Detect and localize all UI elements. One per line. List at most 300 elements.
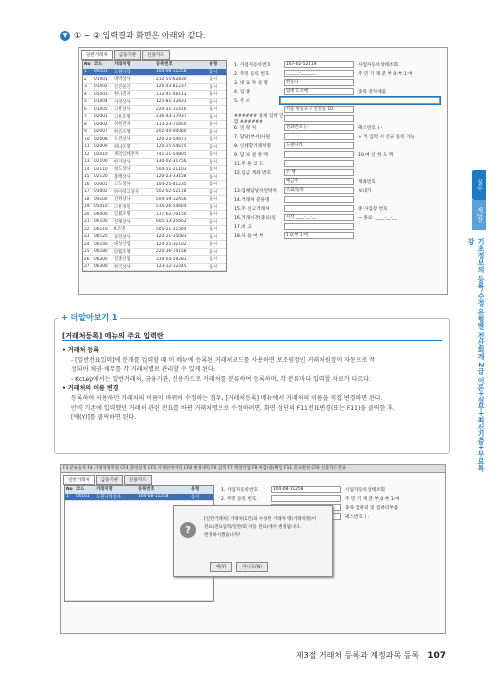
table-row[interactable]	[83, 249, 226, 257]
table-row[interactable]	[83, 189, 226, 197]
col-reg-2: 등록번호	[138, 487, 155, 493]
col-type: 유형	[209, 62, 218, 68]
cell: 13	[84, 159, 90, 165]
tab-finance[interactable]: 금융기관	[114, 50, 141, 60]
cell: 27	[84, 264, 90, 270]
col-code: 코드	[94, 62, 103, 68]
table-row[interactable]	[65, 494, 213, 502]
form-field[interactable]	[284, 223, 354, 230]
rename-screenshot	[60, 464, 446, 634]
form-extra: 사업자등록상태조회	[358, 62, 398, 68]
cell: 104-08-11258	[138, 494, 169, 500]
cell: 5	[84, 99, 87, 105]
cell: 고흥상사	[114, 107, 131, 113]
cell: 동시	[209, 174, 218, 180]
cell: 한진조명	[114, 129, 131, 135]
cell: 00101	[76, 494, 90, 500]
cell: 동시	[209, 114, 218, 120]
tip-title: [거래처등록] 메뉴의 주요 입력란	[62, 332, 164, 340]
col-name-2: 거래처명	[96, 487, 113, 493]
cell: 14	[84, 166, 90, 172]
table-row[interactable]	[83, 234, 226, 242]
step-heading	[60, 30, 206, 41]
table-row[interactable]	[83, 151, 226, 159]
form-field[interactable]: 예금주	[284, 178, 354, 185]
table-row[interactable]	[83, 114, 226, 122]
cell: 동시	[209, 212, 218, 218]
cell: 06120	[94, 234, 108, 240]
form-field[interactable]	[284, 196, 354, 203]
form-label: 11.주 류 코 드	[234, 161, 264, 167]
cell: 104-25-41235	[156, 181, 187, 187]
cell: 동시	[209, 234, 218, 240]
cell: 한가상사	[114, 159, 131, 165]
form-label: 15.주 신고거래처	[234, 206, 270, 212]
side-tab-practice[interactable]: 실무	[472, 170, 486, 200]
cell: 741-21-54805	[156, 151, 187, 157]
cell: 02002	[94, 121, 108, 127]
cell: 01001	[94, 76, 108, 82]
table-row[interactable]	[83, 159, 226, 167]
form-label: 2. 주민 등록 번호	[221, 496, 257, 502]
cell: 한국상사	[114, 264, 131, 270]
form-field[interactable]: 1 0:부 1:여	[284, 232, 354, 239]
cell: 9	[84, 129, 87, 135]
cell: 동시	[209, 257, 218, 263]
cell: 동시	[209, 227, 218, 233]
tab-finance-2[interactable]: 금융기관	[96, 475, 123, 485]
cell: 동시	[209, 249, 218, 255]
table-row[interactable]	[83, 226, 226, 234]
table-row[interactable]	[83, 144, 226, 152]
tip-line: 등록하여 사용하던 거래처의 이름이 바뀌어 수정하는 경우, [거래처등록] 메뉴에서 거래처의 이름을 직접 변경하면 된다.	[71, 394, 383, 402]
cell: 24	[84, 241, 90, 247]
form-row	[234, 132, 444, 141]
tip-line: • 거래처의 이름 변경	[62, 385, 119, 393]
cell: 동시	[209, 77, 218, 83]
col-reg: 등록번호	[156, 62, 173, 68]
cell: 17	[84, 189, 90, 195]
cell: 12	[84, 151, 90, 157]
table-row[interactable]	[83, 196, 226, 204]
cell: 03002	[94, 189, 108, 195]
cell: 112-41-48113	[156, 91, 187, 97]
col-no: No	[84, 61, 91, 67]
cell: 120-23-33158	[156, 174, 187, 180]
cell: 동시	[209, 264, 218, 270]
form-label: 9. 담 보 설 정 액	[234, 152, 268, 158]
cell: 동시	[209, 84, 218, 90]
table-row[interactable]	[83, 91, 226, 99]
form-row	[234, 150, 444, 159]
col-name: 거래처명	[114, 62, 131, 68]
dialog-message	[204, 516, 330, 540]
page-footer	[296, 650, 446, 661]
col-code-2: 코드	[76, 487, 85, 493]
cell: 02010	[94, 151, 108, 157]
side-running-title: 기초정보의 등록·수정 유형별 전산회계 2급 이론+실무+최신기출+무료특강	[467, 238, 485, 472]
cell: 한나전자	[114, 92, 131, 98]
cell: 00101	[94, 69, 108, 75]
cell: 06180	[94, 249, 108, 255]
cell: 504-39-12456	[156, 196, 187, 202]
cell: 불백상사	[114, 174, 131, 180]
form-extra: 주 민 기 재 분 부 0:부 1:여	[358, 71, 413, 77]
form-label: 4. 업 종	[234, 89, 251, 95]
cell: 126-43-81237	[156, 84, 187, 90]
cell: 104-08-11258	[156, 69, 187, 75]
table-row[interactable]	[83, 211, 226, 219]
form-field[interactable]	[271, 495, 341, 502]
cell: 진위상사	[114, 197, 131, 203]
table-row[interactable]	[83, 136, 226, 144]
confirm-dialog	[173, 505, 333, 577]
cell: 도원나라	[114, 69, 131, 75]
form-row	[234, 195, 444, 204]
tab-general[interactable]: 일반거래처	[81, 50, 113, 60]
cell: 02110	[94, 166, 108, 172]
cell: 도전상사	[114, 137, 131, 143]
question-icon: ?	[180, 522, 196, 538]
form-field[interactable]	[284, 115, 354, 122]
table-row[interactable]	[83, 121, 226, 129]
table-row[interactable]	[83, 174, 226, 182]
cell: 동시	[209, 122, 218, 128]
cell: 동시	[209, 219, 218, 225]
form-row	[234, 123, 444, 132]
form-extra: 주 민 기 재 분 부 0:부 1:여	[345, 496, 400, 502]
tip-line: • 거래처 등록	[62, 347, 99, 354]
dialog-line: 전표(전표입력/일반/회 자동 전표)에서 변경됩니다.	[204, 525, 301, 530]
cell: 동시	[191, 494, 200, 500]
cell: 02008	[94, 136, 108, 142]
tab-card-2[interactable]: 신용카드	[124, 475, 151, 485]
cell: 동시	[209, 92, 218, 98]
cell: 동시	[209, 107, 218, 113]
cell: 01003	[94, 91, 108, 97]
form-label: 17.비 고	[234, 224, 252, 230]
form-label: 1. 사업자등록번호	[221, 487, 258, 493]
cell: 진종산업	[114, 257, 131, 263]
cell: 19	[84, 204, 90, 210]
form-field[interactable]: 서울 영등포구 신길동 10	[284, 106, 354, 113]
cell: 동시	[209, 189, 218, 195]
cell: 7	[84, 114, 87, 120]
cell: 8	[84, 121, 87, 127]
form-field[interactable]: 104-08-11258	[271, 486, 341, 493]
tab-card[interactable]: 신용카드	[142, 50, 169, 60]
cell: 서영상사	[114, 99, 131, 105]
cell: 23	[84, 234, 90, 240]
form-row	[221, 494, 441, 503]
cell: 1	[84, 69, 87, 75]
form-label: 18.사 용 여 부	[234, 233, 264, 239]
cell: 220-36-74158	[156, 249, 187, 255]
cell: 6	[84, 106, 87, 112]
cell: 도원나라상사	[96, 494, 121, 500]
toolbar[interactable]: F3 분류등록 F4 거래처명복원 CF4 환경설정 CF5 삭제된데이터 CF8 변경내역 F6 검색 F7 엑셀작업 F8 마감(종)확인 F11 전표변경 CF6 신용카드전표	[61, 465, 445, 473]
dialog-line: [일반거래처] 거래처(1건)의 수정된 거래처 명(거래처명)이	[204, 517, 316, 522]
tip-heading: + 더알아보기 1	[58, 312, 120, 323]
cell: 동시	[209, 144, 218, 150]
cell: 120-25-54675	[156, 144, 187, 150]
cell: 동시	[209, 197, 218, 203]
cell: 동시	[209, 152, 218, 158]
form-field[interactable]: 한동나	[284, 79, 354, 86]
tip-line: - KcLep에서는 일반거래처, 금융기관, 신용카드로 거래처를 분류하여 등록하며, 각 분류마다 입력할 자료가 다르다.	[71, 375, 371, 383]
form-label: 2. 주민 등록 번호	[234, 71, 270, 77]
form-field[interactable]: 업태 도소매	[284, 88, 354, 95]
form-row	[234, 78, 444, 87]
cell: K조명	[114, 227, 126, 233]
form-label: 6. 연 락 처	[234, 125, 257, 131]
form-field[interactable]: 107-02-52119	[284, 61, 354, 68]
table-row[interactable]	[83, 84, 226, 92]
form-row	[221, 485, 441, 494]
grid-header-2	[65, 486, 213, 494]
form-label: 7. 담당(부서)사원	[234, 134, 271, 140]
form-label: 1. 사업자등록번호	[234, 62, 271, 68]
cell: 동시	[209, 204, 218, 210]
cell: 동시	[209, 129, 218, 135]
table-row[interactable]	[83, 76, 226, 84]
account-grid	[82, 60, 227, 272]
cell: 11	[84, 144, 90, 150]
tip-body	[62, 346, 442, 423]
cell: 03001	[94, 181, 108, 187]
form-extra: 종목 전자제품	[358, 89, 387, 95]
cell: 06140	[94, 241, 108, 247]
cell: 219-03-59283	[156, 256, 187, 262]
cell: 236-43-17937	[156, 114, 187, 120]
dialog-buttons	[210, 562, 268, 572]
cell: 일월조명	[114, 249, 131, 255]
cell: 02120	[94, 174, 108, 180]
form-label: ###### 상세 입력 안함 ######	[234, 113, 284, 125]
cell: 4	[84, 91, 87, 97]
form-row	[234, 168, 444, 177]
cell: 진해상사	[114, 219, 131, 225]
cell: 125-81-12833	[156, 99, 187, 105]
cell: 06300	[94, 264, 108, 270]
cell: 16	[84, 181, 90, 187]
cell: 동시	[209, 69, 218, 75]
form-row	[234, 213, 444, 222]
page-number: 107	[427, 650, 446, 661]
tip-line: 성되어 채권·채무를 각 거래처별로 관리할 수 있게 된다.	[71, 366, 216, 374]
cell: 06100	[94, 219, 108, 225]
cell: 고흥조명	[114, 114, 131, 120]
form-field[interactable]	[280, 97, 440, 104]
cell: 대성산업	[114, 242, 131, 248]
cell: 26	[84, 256, 90, 262]
account-tabs-2	[63, 475, 152, 485]
cell: 04100	[94, 196, 108, 202]
no-button[interactable]: 아니오(N)	[236, 562, 267, 572]
table-row[interactable]	[83, 181, 226, 189]
table-row[interactable]	[83, 69, 226, 77]
form-row	[234, 186, 444, 195]
step-text: ① ~ ② 입력결과 화면은 아래와 같다.	[74, 31, 206, 40]
form-field[interactable]	[284, 205, 354, 212]
form-row	[234, 96, 444, 105]
col-type-2: 유형	[191, 487, 200, 493]
form-extra: ~ 종료: ____-__-__	[358, 215, 397, 221]
cell: 514-26-54664	[156, 204, 187, 210]
form-row	[234, 222, 444, 231]
form-label: 12.입금 계좌 번호	[234, 170, 271, 176]
form-row	[234, 141, 444, 150]
cell: 21	[84, 219, 90, 225]
footer-section: 제3절 거래처 등록과 계정과목 등록	[295, 651, 420, 660]
cell: 01004	[94, 99, 108, 105]
form-row	[234, 159, 444, 168]
form-label: 14.거래처 분류명	[234, 197, 270, 203]
dialog-line: 변경하시겠습니까?	[204, 533, 241, 538]
cell: 18	[84, 196, 90, 202]
cell: 10	[84, 136, 90, 142]
tab-general-2[interactable]: 일반거래처	[63, 475, 95, 485]
form-row	[234, 69, 444, 78]
table-row[interactable]	[83, 256, 226, 264]
cell: 130-02-31756	[156, 159, 187, 165]
form-row	[234, 231, 444, 240]
yes-button[interactable]: 예(Y)	[210, 562, 232, 572]
cell: 123-12-12345	[156, 264, 187, 270]
cell: 동시	[209, 167, 218, 173]
form-label: 16.거래시작(종료)일	[234, 215, 276, 221]
form-field[interactable]	[284, 133, 354, 140]
table-row[interactable]	[83, 129, 226, 137]
cell: 1	[66, 494, 69, 500]
cell: 제일인쇄전자	[114, 152, 139, 158]
table-row[interactable]	[83, 219, 226, 227]
cell: 212-55-62830	[156, 76, 187, 82]
form-field[interactable]: 전화번호 ) -	[284, 124, 354, 131]
cell: 124-25-32102	[156, 241, 187, 247]
account-tabs	[81, 50, 170, 60]
col-no-2: No	[66, 486, 73, 492]
form-extra: 종 사업장 번호	[358, 206, 388, 212]
cell: 동시	[209, 182, 218, 188]
cell: 02001	[94, 114, 108, 120]
form-extra: 종목 컴퓨터 및 컴퓨터부품	[345, 505, 399, 511]
form-extra: 팩스번호 ) -	[345, 514, 370, 520]
form-row	[234, 177, 444, 186]
tip-divider	[62, 340, 442, 341]
form-row	[234, 204, 444, 213]
cell: 대박상사	[114, 77, 131, 83]
cell: 02009	[94, 144, 108, 150]
cell: 605-13-25662	[156, 219, 187, 225]
form-row	[234, 60, 444, 69]
cell: 25	[84, 249, 90, 255]
form-extra: 보내기	[358, 188, 372, 194]
cell: 동시	[209, 137, 218, 143]
form-field[interactable]: 시작 ____-__-__	[284, 214, 354, 221]
cell: 일월조명	[114, 212, 131, 218]
form-label: 5. 주 소	[234, 98, 251, 104]
form-extra: 팩스번호 ) -	[358, 125, 383, 131]
cell: 02100	[94, 159, 108, 165]
form-label: 13.업체담당자연락처	[234, 188, 277, 194]
form-field[interactable]: 은 행	[284, 169, 354, 176]
cell: 117-62-70150	[156, 211, 187, 217]
cell: 505-21-31564	[156, 226, 187, 232]
form-row	[234, 114, 444, 123]
cell: 일진물산	[114, 84, 131, 90]
cell: 22	[84, 226, 90, 232]
cell: 성현전자	[114, 122, 131, 128]
cell: 02007	[94, 129, 108, 135]
cell: 06200	[94, 256, 108, 262]
cell: 20	[84, 211, 90, 217]
table-row[interactable]	[83, 166, 226, 174]
cell: 502-02-52118	[156, 189, 187, 195]
cell: 113-23-71850	[156, 121, 187, 127]
cell: 06110	[94, 226, 108, 232]
account-form	[234, 60, 444, 240]
cell: 동일상사	[114, 234, 131, 240]
cell: 청도상사	[114, 167, 131, 173]
form-field[interactable]: 조회/등록	[284, 187, 354, 194]
cell: 3	[84, 84, 87, 90]
cell: 2	[84, 76, 87, 82]
cell: 15	[84, 174, 90, 180]
cell: 01002	[94, 84, 108, 90]
form-extra: 10.여 신 한 도 액	[358, 152, 394, 158]
form-row	[234, 87, 444, 96]
form-label: 3. 대 표 자 성 명	[234, 80, 268, 86]
cell: 504-51-21103	[156, 166, 187, 172]
form-field[interactable]: ______-_______	[284, 70, 354, 77]
account-register-screenshot	[78, 47, 448, 295]
triangle-bullet-icon: ▼	[60, 31, 70, 41]
form-extra: 사업자등록상태조회	[345, 487, 385, 493]
cell: 120-21-35083	[156, 234, 187, 240]
cell: 하나조명	[114, 144, 131, 150]
side-tab-chapter[interactable]: 제2장	[472, 200, 486, 230]
cell: 01005	[94, 106, 108, 112]
table-row[interactable]	[83, 264, 226, 272]
form-extra: 계좌번호	[358, 179, 376, 185]
cell: 동시	[209, 159, 218, 165]
cell: 고흥정밀	[114, 204, 131, 210]
cell: 220-31-11416	[156, 106, 187, 112]
table-row[interactable]	[83, 106, 226, 114]
form-label: 8. 인쇄할거래처명	[234, 143, 271, 149]
tip-line: 만약 기존에 입력했던 거래처 관련 전표를 바뀐 거래처명으로 수정하려면, 화면 상단의 F11전표변경(또는 F11)을 클릭한 후,	[71, 404, 395, 412]
form-field[interactable]	[284, 151, 354, 158]
form-field[interactable]	[284, 160, 354, 167]
cell: 동시	[209, 242, 218, 248]
table-row[interactable]	[83, 241, 226, 249]
table-row[interactable]	[83, 99, 226, 107]
cell: 고도상사	[114, 182, 131, 188]
cell: 동시	[209, 99, 218, 105]
cell: 05010	[94, 204, 108, 210]
form-field[interactable]: 도원나라	[284, 142, 354, 149]
grid-header	[83, 61, 226, 69]
cell: 120-23-54671	[156, 136, 187, 142]
cell: 202-44-00060	[156, 129, 187, 135]
tip-line: [예(Y)]를 클릭하면 된다.	[71, 414, 137, 422]
table-row[interactable]	[83, 204, 226, 212]
form-extra: + 키 입력 시 신규 등록 가능	[358, 134, 415, 140]
cell: 하이테크상사	[114, 189, 139, 195]
cell: 06000	[94, 211, 108, 217]
tip-line: - [일반전표입력]에 분개를 입력할 때 이 메뉴에 등록된 거래처코드를 사용하면 보조원장인 거래처원장이 자동으로 작	[71, 356, 376, 364]
